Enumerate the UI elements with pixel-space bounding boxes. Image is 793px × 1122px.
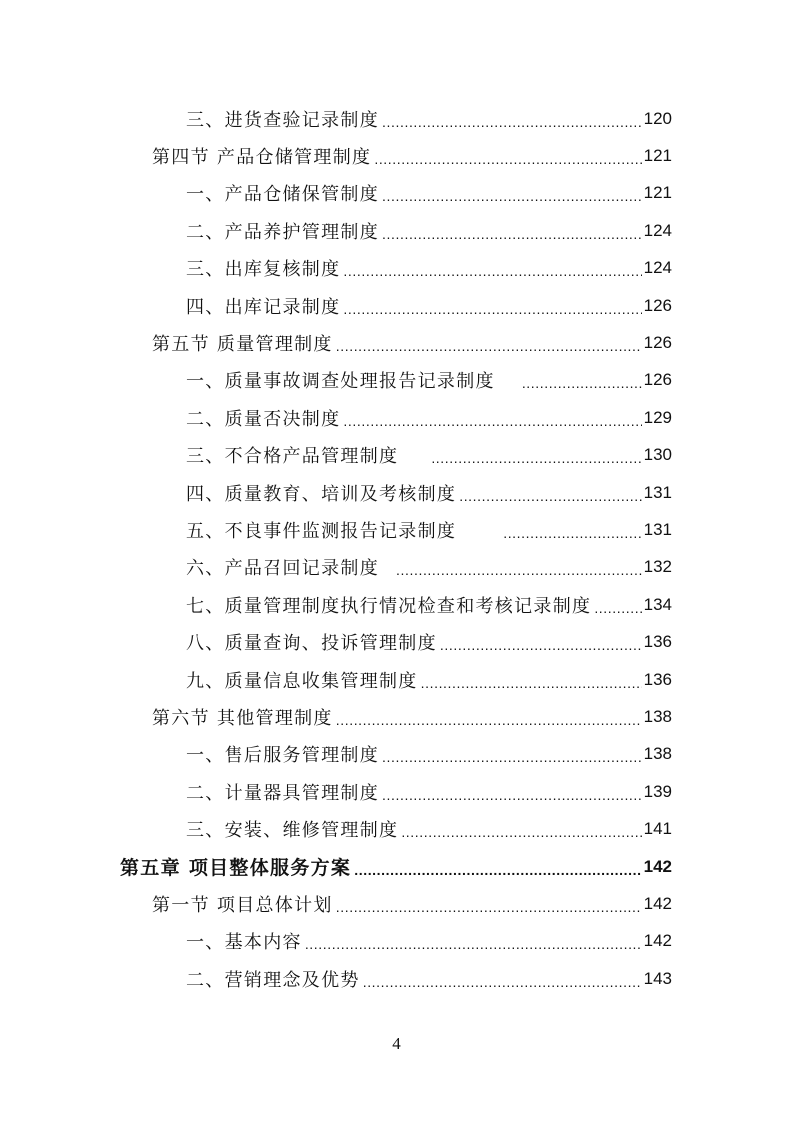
toc-entry-page-number: 141	[643, 819, 672, 839]
toc-entry-label: 八、质量查询、投诉管理制度	[186, 633, 437, 655]
toc-entry-page-number: 129	[643, 407, 672, 427]
toc-entry-item[interactable]	[0, 511, 793, 548]
toc-entry-label: 第六节 其他管理制度	[152, 707, 333, 729]
toc-entry-item[interactable]	[0, 100, 793, 137]
toc-entry-label: 第一节 项目总体计划	[152, 894, 333, 916]
toc-leader-dots	[382, 189, 642, 203]
toc-entry-page-number: 132	[643, 557, 672, 577]
toc-leader-dots	[459, 489, 641, 503]
toc-entry-page-number: 126	[643, 370, 672, 390]
toc-entry-section[interactable]	[0, 698, 793, 735]
toc-entry-page-number: 126	[643, 295, 672, 315]
toc-leader-dots	[382, 788, 642, 802]
toc-entry-page-number: 131	[643, 482, 672, 502]
toc-entry-label: 三、出库复核制度	[186, 259, 341, 281]
toc-entry-item[interactable]	[0, 250, 793, 287]
toc-entry-chapter[interactable]	[0, 848, 793, 885]
toc-leader-dots	[401, 825, 641, 839]
toc-leader-dots	[421, 676, 642, 690]
toc-leader-dots	[363, 975, 642, 989]
page-number: 4	[392, 1034, 401, 1053]
toc-entry-item[interactable]	[0, 549, 793, 586]
toc-leader-dots	[336, 900, 642, 914]
toc-entry-section[interactable]	[0, 137, 793, 174]
toc-entry-page-number: 136	[643, 669, 672, 689]
toc-leader-dots	[354, 863, 641, 877]
toc-leader-dots	[374, 152, 641, 166]
toc-entry-page-number: 142	[643, 856, 672, 876]
toc-entry-page-number: 138	[643, 706, 672, 726]
toc-entry-item[interactable]	[0, 586, 793, 623]
toc-leader-dots	[343, 414, 641, 428]
toc-entry-item[interactable]	[0, 960, 793, 997]
toc-entry-page-number: 124	[643, 258, 672, 278]
toc-leader-dots	[396, 563, 642, 577]
toc-entry-label: 四、质量教育、培训及考核制度	[186, 483, 457, 505]
toc-entry-label: 第五章 项目整体服务方案	[120, 857, 352, 879]
toc-entry-label: 三、进货查验记录制度	[186, 109, 379, 131]
toc-leader-dots	[382, 115, 642, 129]
toc-leader-dots	[343, 264, 641, 278]
toc-leader-dots	[431, 451, 641, 465]
toc-entry-page-number: 136	[643, 632, 672, 652]
toc-entry-page-number: 138	[643, 744, 672, 764]
toc-entry-label: 六、产品召回记录制度	[186, 558, 379, 580]
toc-entry-page-number: 142	[643, 931, 672, 951]
toc-entry-label: 九、质量信息收集管理制度	[186, 670, 418, 692]
toc-entry-page-number: 121	[643, 146, 672, 166]
toc-entry-page-number: 124	[643, 220, 672, 240]
toc-entry-label: 一、产品仓储保管制度	[186, 184, 379, 206]
toc-entry-label: 三、安装、维修管理制度	[186, 820, 399, 842]
toc-leader-dots	[305, 937, 642, 951]
toc-entry-label: 二、营销理念及优势	[186, 969, 360, 991]
toc-entry-item[interactable]	[0, 736, 793, 773]
toc-leader-dots	[336, 339, 642, 353]
toc-entry-label: 二、产品养护管理制度	[186, 221, 379, 243]
toc-leader-dots	[343, 302, 641, 316]
toc-entry-item[interactable]	[0, 437, 793, 474]
toc-entry-item[interactable]	[0, 773, 793, 810]
toc-entry-page-number: 134	[643, 594, 672, 614]
toc-entry-item[interactable]	[0, 175, 793, 212]
toc-entry-label: 五、不良事件监测报告记录制度	[186, 520, 457, 542]
toc-entry-page-number: 120	[643, 108, 672, 128]
toc-entry-item[interactable]	[0, 661, 793, 698]
toc-leader-dots	[503, 526, 641, 540]
toc-entry-page-number: 121	[643, 183, 672, 203]
toc-leader-dots	[382, 227, 642, 241]
toc-leader-dots	[594, 601, 641, 615]
toc-entry-page-number: 139	[643, 781, 672, 801]
toc-entry-label: 二、质量否决制度	[186, 408, 341, 430]
toc-leader-dots	[382, 750, 642, 764]
toc-entry-label: 四、出库记录制度	[186, 296, 341, 318]
toc-entry-label: 七、质量管理制度执行情况检查和考核记录制度	[186, 595, 592, 617]
toc-entry-section[interactable]	[0, 324, 793, 361]
toc-entry-item[interactable]	[0, 399, 793, 436]
toc-entry-page-number: 126	[643, 333, 672, 353]
toc-entry-label: 一、基本内容	[186, 932, 302, 954]
toc-entry-item[interactable]	[0, 362, 793, 399]
toc-entry-label: 第四节 产品仓储管理制度	[152, 147, 372, 169]
toc-leader-dots	[522, 376, 642, 390]
toc-entry-label: 二、计量器具管理制度	[186, 782, 379, 804]
toc-leader-dots	[440, 638, 642, 652]
toc-entry-page-number: 131	[643, 519, 672, 539]
toc-entry-section[interactable]	[0, 885, 793, 922]
toc-entry-label: 第五节 质量管理制度	[152, 334, 333, 356]
toc-entry-page-number: 143	[643, 968, 672, 988]
toc-entry-label: 三、不合格产品管理制度	[186, 446, 399, 468]
toc-entry-item[interactable]	[0, 212, 793, 249]
toc-entry-page-number: 142	[643, 893, 672, 913]
table-of-contents	[0, 100, 793, 997]
toc-entry-item[interactable]	[0, 810, 793, 847]
toc-entry-page-number: 130	[643, 445, 672, 465]
toc-entry-item[interactable]	[0, 923, 793, 960]
toc-entry-label: 一、质量事故调查处理报告记录制度	[186, 371, 495, 393]
toc-entry-item[interactable]	[0, 474, 793, 511]
toc-entry-item[interactable]	[0, 287, 793, 324]
toc-entry-item[interactable]	[0, 623, 793, 660]
toc-leader-dots	[336, 713, 642, 727]
toc-entry-label: 一、售后服务管理制度	[186, 745, 379, 767]
